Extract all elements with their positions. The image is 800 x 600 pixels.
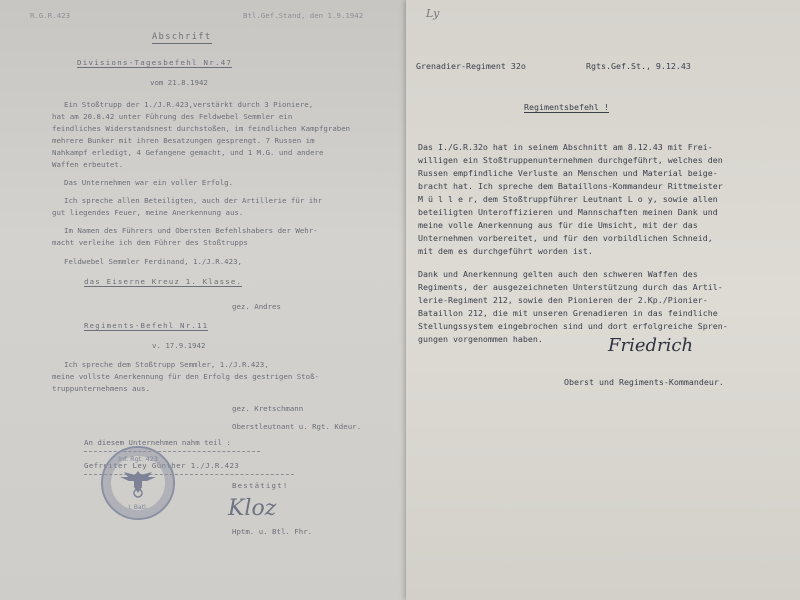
paragraph1-line: mit dem es durchgeführt worden ist. — [418, 246, 593, 256]
order1-success: Das Unternehmen war ein voller Erfolg. — [64, 178, 234, 187]
order2-rank: Oberstleutnant u. Rgt. Kdeur. — [232, 422, 362, 431]
stamp-text: Inf. Rgt. 423 — [118, 455, 158, 463]
order1-body-line: hat am 20.8.42 unter Führung des Feldwebel Semmler ein — [52, 112, 293, 121]
order1-body-line: mehrere Bunker mit ihren Besatzungen gesprengt. 7 Russen im — [52, 136, 315, 145]
right-document-page — [406, 0, 800, 600]
order1-body-line: Waffen erbeutet. — [52, 160, 124, 169]
order1-body-line: Ein Stoßtrupp der 1./J.R.423,verstärkt durch 3 Pioniere, — [64, 100, 314, 109]
closing-rank: Oberst und Regiments-Kommandeur. — [564, 377, 724, 387]
reference-number: R.G.R.423 — [30, 11, 71, 20]
eagle-icon — [118, 465, 158, 499]
paragraph2-line: gungen vorgenommen haben. — [418, 334, 543, 344]
commander-signature: Friedrich — [608, 335, 694, 356]
paragraph1-line: Russen empfindliche Verluste an Menschen und Material beige- — [418, 168, 718, 178]
order2-signature: gez. Kretschmann — [232, 404, 304, 413]
order1-body-line: Nahkampf erledigt, 4 Gefangene gemacht, und 1 M.G. und andere — [52, 148, 324, 157]
order1-recipient: Feldwebel Semmler Ferdinand, 1./J.R.423, — [64, 257, 242, 266]
official-seal-stamp — [101, 446, 175, 520]
order1-award: das Eiserne Kreuz 1. Klasse. — [84, 277, 243, 286]
paragraph1-line: bracht hat. Ich spreche dem Bataillons-Kommandeur Rittmeister — [418, 181, 723, 191]
certifier-signature: Kloz — [228, 496, 277, 521]
order2-date: v. 17.9.1942 — [152, 341, 206, 350]
paragraph1-line: Das I./G.R.32o hat in seinem Abschnitt am 8.12.43 mit Frei- — [418, 142, 713, 152]
header-date: Rgts.Gef.St., 9.12.43 — [586, 61, 691, 71]
paragraph2-line: Regiments, der ausgezeichneten Unterstützung durch das Artil- — [418, 282, 723, 292]
order2-body-line: meine vollste Anerkennung für den Erfolg des gestrigen Stoß- — [52, 372, 319, 381]
order1-thanks-line: Ich spreche allen Beteiligten, auch der Artillerie für ihr — [64, 196, 323, 205]
paragraph2-line: lerie-Regiment 212, sowie den Pionieren der 2.Kp./Pionier- — [418, 295, 708, 305]
participants-heading: An diesem Unternehmen nahm teil : — [84, 438, 231, 447]
certification-note: Bestätigt! — [232, 481, 289, 490]
paragraph2-line: Stellungssystem eingebrochen sind und dort erfolgreiche Spren- — [418, 321, 728, 331]
order2-body-line: truppunternehmens aus. — [52, 384, 150, 393]
document-title: Regimentsbefehl ! — [524, 102, 609, 112]
order1-thanks-line: gut liegendes Feuer, meine Anerkennung aus. — [52, 208, 244, 217]
pencil-mark: Ly — [426, 7, 440, 20]
order1-body-line: feindliches Widerstandsnest durchstoßen, im feindlichen Kampfgraben — [52, 124, 351, 133]
paragraph2-line: Dank und Anerkennung gelten auch den schweren Waffen des — [418, 269, 698, 279]
stamp-text: I. Batl. — [128, 504, 148, 511]
order1-award-intro-line: macht verleihe ich dem Führer des Stoßtrupps — [52, 238, 248, 247]
order1-award-intro-line: Im Namen des Führers und Obersten Befehlshabers der Wehr- — [64, 226, 318, 235]
paragraph1-line: willigen ein Stoßtruppenunternehmen durchgeführt, welches den — [418, 155, 723, 165]
paragraph1-line: Unternehmen vorbereitet, und für den vorbildlichen Schneid, — [418, 233, 713, 243]
paragraph1-line: M ü l l e r, dem Stoßtruppführer Leutnant L o y, sowie allen — [418, 194, 718, 204]
document-title: Abschrift — [152, 32, 212, 42]
paragraph1-line: meine volle Anerkennung aus für die Umsicht, mit der das — [418, 220, 698, 230]
header-date: Btl.Gef.Stand, den 1.9.1942 — [243, 11, 364, 20]
certifier-rank: Hptm. u. Btl. Fhr. — [232, 527, 313, 536]
participant-name: Gefreiter Ley Günther 1./J.R.423 — [84, 461, 240, 470]
paragraph2-line: Bataillon 212, die mit unseren Grenadieren in das feindliche — [418, 308, 718, 318]
order2-body-line: Ich spreche dem Stoßtrupp Semmler, 1./J.R.423, — [64, 360, 269, 369]
separator-line — [84, 451, 260, 452]
paragraph1-line: beteiligten Unteroffizieren und Mannschaften meinen Dank und — [418, 207, 718, 217]
order1-title: Divisions-Tagesbefehl Nr.47 — [77, 58, 233, 67]
order2-title: Regiments-Befehl Nr.11 — [84, 321, 209, 330]
order1-signature: gez. Andres — [232, 302, 281, 311]
order1-date: vom 21.8.1942 — [150, 78, 208, 87]
regiment-name: Grenadier-Regiment 32o — [416, 61, 526, 71]
